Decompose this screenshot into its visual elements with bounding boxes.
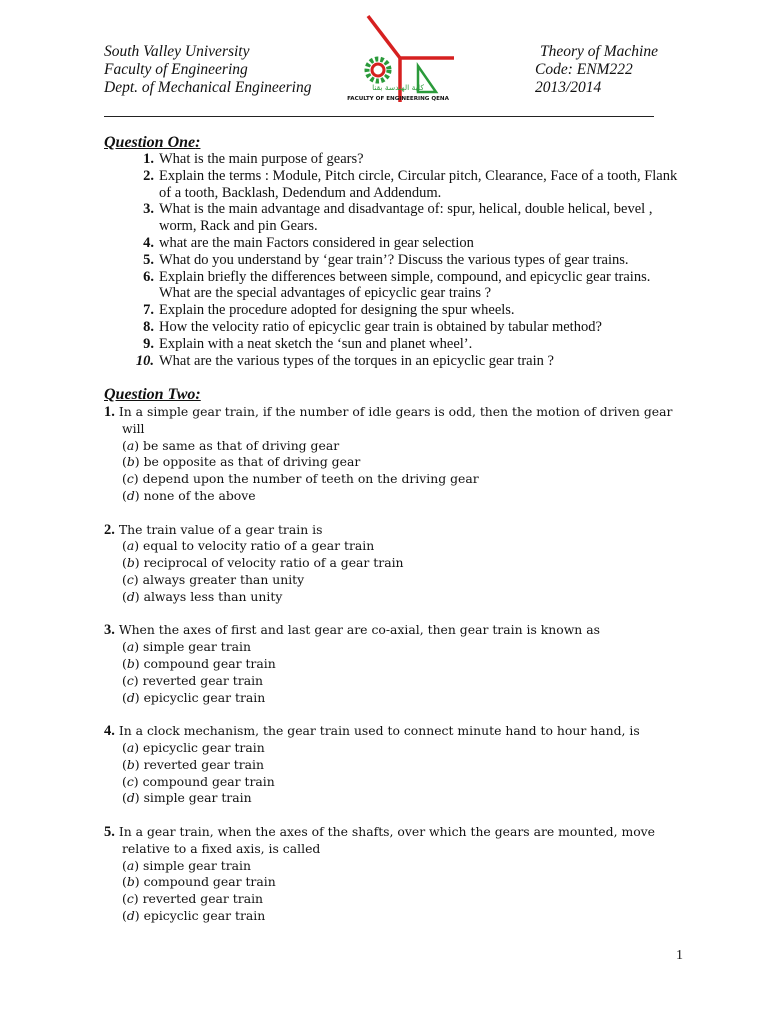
course-code: Code: ENM222: [535, 61, 633, 78]
mcq-number: 2.: [104, 521, 115, 538]
option-text: always less than unity: [143, 588, 283, 604]
question-one-item: [104, 168, 684, 202]
question-one-item: [104, 235, 684, 252]
item-text: What do you understand by ‘gear train’? Discuss the various types of gear trains.: [159, 251, 629, 268]
mcq-item: [104, 404, 684, 505]
mcq-number: 5.: [104, 823, 115, 840]
option-letter: a: [126, 639, 135, 655]
course-name: Theory of Machine: [540, 43, 658, 60]
mcq-option: (c) depend upon the number of teeth on the driving gear: [122, 471, 479, 487]
item-number: 3.: [143, 201, 154, 218]
question-one-item: [104, 269, 684, 303]
item-number: 5.: [143, 251, 154, 268]
option-text: simple gear train: [143, 790, 252, 806]
mcq-option: (a) simple gear train: [122, 857, 251, 873]
mcq-stem: [104, 824, 684, 858]
mcq-stem: [104, 622, 684, 639]
option-text: be opposite as that of driving gear: [143, 454, 361, 470]
mcq-number: 4.: [104, 723, 115, 740]
option-text: compound gear train: [143, 874, 276, 890]
item-text: What is the main advantage and disadvantage of: spur, helical, double helical, bevel , worm, Rack and pin Gears.: [159, 201, 653, 235]
mcq-stem-text: In a clock mechanism, the gear train used to connect minute hand to hour hand, is: [118, 723, 640, 739]
item-text: Explain the procedure adopted for designing the spur wheels.: [159, 302, 515, 319]
option-letter: d: [126, 907, 135, 923]
option-text: be same as that of driving gear: [143, 437, 340, 453]
option-text: reciprocal of velocity ratio of a gear train: [143, 555, 404, 571]
item-number: 10.: [135, 352, 154, 369]
mcq-item: [104, 522, 684, 606]
question-two-title: Question Two:: [104, 386, 201, 403]
mcq-option: (c) compound gear train: [122, 773, 275, 789]
mcq-stem-text: In a gear train, when the axes of the shafts, over which the gears are mounted, move relative to a fixed axis, is called: [118, 823, 655, 856]
header-left: [104, 43, 311, 97]
option-letter: d: [126, 487, 135, 503]
option-letter: c: [126, 672, 134, 688]
mcq-stem-text: The train value of a gear train is: [118, 521, 323, 537]
option-text: reverted gear train: [142, 672, 264, 688]
option-letter: d: [126, 689, 135, 705]
mcq-option: (b) be opposite as that of driving gear: [122, 454, 361, 470]
option-letter: d: [126, 588, 135, 604]
item-number: 6.: [143, 268, 154, 285]
mcq-stem-text: In a simple gear train, if the number of idle gears is odd, then the motion of driven gear will: [118, 404, 673, 436]
item-text: Explain the terms : Module, Pitch circle, Circular pitch, Clearance, Face of a tooth, Flank of a tooth, Backlash, Dedendum and Addendum.: [159, 167, 678, 201]
mcq-item: [104, 723, 684, 807]
option-letter: c: [126, 571, 134, 587]
option-text: reverted gear train: [143, 756, 265, 772]
option-letter: b: [126, 655, 135, 671]
mcq-option: (d) epicyclic gear train: [122, 689, 266, 705]
option-text: simple gear train: [143, 639, 251, 655]
mcq-option: (c) reverted gear train: [122, 672, 264, 688]
option-letter: a: [126, 437, 135, 453]
item-text: What are the various types of the torques in an epicyclic gear train ?: [159, 352, 554, 369]
mcq-option: (c) reverted gear train: [122, 891, 264, 907]
faculty-name: Faculty of Engineering: [104, 61, 248, 78]
header-divider: [104, 116, 654, 117]
option-text: equal to velocity ratio of a gear train: [143, 538, 375, 554]
item-text: Explain briefly the differences between simple, compound, and epicyclic gear trains. What are the special advantages of epicyclic gear trains ?: [159, 268, 651, 302]
logo-gear-icon: [367, 59, 389, 81]
mcq-option: (b) reverted gear train: [122, 756, 265, 772]
item-text: what are the main Factors considered in gear selection: [159, 234, 474, 251]
question-two-list: [104, 404, 684, 942]
question-one-item: [104, 201, 684, 235]
question-one-list: [104, 151, 684, 369]
item-number: 7.: [143, 302, 154, 319]
item-text: Explain with a neat sketch the ‘sun and planet wheel’.: [159, 335, 473, 352]
option-text: compound gear train: [142, 773, 275, 789]
item-number: 8.: [143, 318, 154, 335]
question-one-title: Question One:: [104, 134, 201, 151]
question-one-item: [104, 302, 684, 319]
option-text: epicyclic gear train: [143, 739, 265, 755]
option-letter: a: [126, 857, 135, 873]
mcq-stem: [104, 723, 684, 740]
faculty-logo: [338, 14, 456, 104]
option-text: reverted gear train: [142, 891, 264, 907]
item-text: How the velocity ratio of epicyclic gear train is obtained by tabular method?: [159, 318, 602, 335]
page-number: 1: [676, 948, 683, 963]
academic-year: 2013/2014: [535, 79, 602, 96]
option-text: compound gear train: [143, 655, 276, 671]
mcq-option: (b) reciprocal of velocity ratio of a gear train: [122, 555, 404, 571]
mcq-option: (d) none of the above: [122, 487, 256, 503]
mcq-option: (a) equal to velocity ratio of a gear train: [122, 538, 375, 554]
mcq-option: (a) epicyclic gear train: [122, 739, 265, 755]
logo-arabic-text: كلية الهندسة بقنا: [372, 83, 424, 92]
mcq-stem-text: When the axes of first and last gear are co-axial, then gear train is known as: [118, 622, 600, 638]
logo-caption: FACULTY OF ENGINEERING QENA: [347, 96, 449, 102]
option-letter: b: [126, 555, 135, 571]
option-letter: b: [126, 454, 135, 470]
mcq-option: (d) always less than unity: [122, 588, 283, 604]
option-letter: c: [126, 471, 134, 487]
item-number: 2.: [143, 167, 154, 184]
mcq-option: (d) simple gear train: [122, 790, 252, 806]
option-text: epicyclic gear train: [143, 907, 266, 923]
mcq-number: 1.: [104, 404, 115, 420]
mcq-stem: [104, 404, 684, 438]
mcq-stem: [104, 522, 684, 539]
mcq-option: (b) compound gear train: [122, 655, 276, 671]
department-name: Dept. of Mechanical Engineering: [104, 79, 312, 96]
question-one-item: [104, 336, 684, 353]
header-right: [535, 43, 658, 97]
option-letter: b: [126, 874, 135, 890]
item-number: 1.: [143, 151, 154, 167]
university-name: South Valley University: [104, 43, 250, 60]
option-text: depend upon the number of teeth on the driving gear: [142, 471, 479, 487]
mcq-option: (b) compound gear train: [122, 874, 276, 890]
mcq-option: (a) be same as that of driving gear: [122, 437, 340, 453]
mcq-option: (a) simple gear train: [122, 639, 251, 655]
option-letter: b: [126, 756, 135, 772]
option-letter: c: [126, 891, 134, 907]
item-number: 4.: [143, 234, 154, 251]
item-number: 9.: [143, 335, 154, 352]
mcq-number: 3.: [104, 622, 115, 639]
option-letter: a: [126, 739, 135, 755]
option-letter: a: [126, 538, 135, 554]
item-text: What is the main purpose of gears?: [159, 151, 364, 167]
question-one-item: [104, 151, 684, 168]
option-text: always greater than unity: [142, 571, 305, 587]
option-text: none of the above: [143, 487, 256, 503]
option-text: simple gear train: [143, 857, 251, 873]
option-letter: c: [126, 773, 134, 789]
question-one-item: [104, 353, 684, 370]
mcq-item: [104, 824, 684, 925]
mcq-option: (d) epicyclic gear train: [122, 907, 266, 923]
mcq-item: [104, 622, 684, 706]
mcq-option: (c) always greater than unity: [122, 571, 305, 587]
option-letter: d: [126, 790, 135, 806]
question-one-item: [104, 252, 684, 269]
option-text: epicyclic gear train: [143, 689, 266, 705]
question-one-item: [104, 319, 684, 336]
